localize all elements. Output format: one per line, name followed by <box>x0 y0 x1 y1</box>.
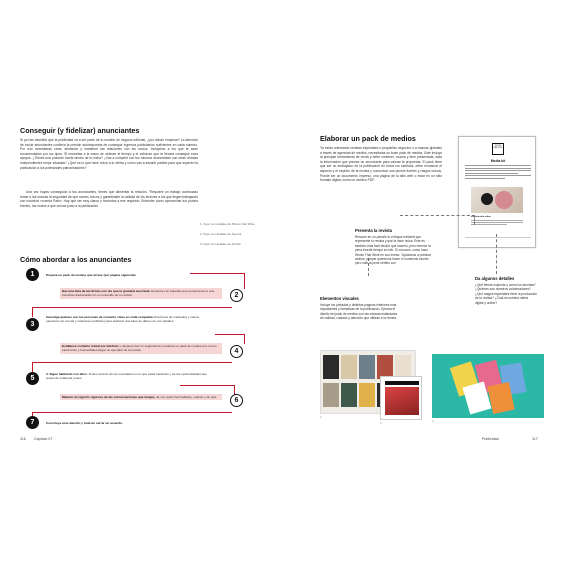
flyer-logo-text: WORKS THAT WORK <box>493 146 503 149</box>
right-footer-section: Publicidad <box>482 437 499 441</box>
step-5-text: Tenlos al tanto de las novedades en lo que estás haciendo y de las oportunidades que surjan de colaborar juntos. <box>46 372 207 381</box>
sidenote-2: 2. Flyer con detalles de Nyoma <box>200 232 242 236</box>
callout-elementos-title: Elementos visuales <box>320 296 359 301</box>
step-4-text: y después haz un seguimiento enviando un pack de medios por correo electrónico y huecerillales llegar un ejemplar de la revista. <box>62 344 217 353</box>
dash-revista <box>400 215 475 225</box>
left-footer-chapter: Capítulo 07 <box>34 437 53 441</box>
step-number-2: 2 <box>230 289 243 302</box>
magazine-cover-image <box>380 376 422 420</box>
step-1-bold: Prepara un pack de medios que arrase (ver página siguiente) <box>46 273 136 277</box>
step-number-1: 1 <box>26 268 39 281</box>
step-2-lead: Haz una lista de las firmas con las que te gustaría asociarte. <box>62 289 151 293</box>
step-4-lead: Establece contacto inicial por teléfono <box>62 344 119 348</box>
caption-4: 4 <box>432 420 434 423</box>
right-intro-paragraph: Ya estás orientando revistas especiales o pequeñas negocios o a marcas globales a través de agencias de medios, necesitarás un buen pack de medios. Este incluye la principal herramienta de venta y debe contener, mucha y bien presentada, toda la información que precisa un anunciante para valorar la propuesta. El pack tiene que ser un embajador de la publicación en todos los sentidos, debe enmarcar el aspecto y el espíritu de la revista y comunicar sus puntos fuertes y rasgos únicos. Puede ser un documento impreso, una página de la sitio web o estar en un sitio formato digital, como un archivo PDF. <box>320 146 442 183</box>
flyer-footer <box>465 237 531 241</box>
teal-spread-image <box>432 354 544 418</box>
left-second-paragraph: Una vez hayas conseguido a tus anunciantes, tienes que alimentar la relación. "Requiere un trabajo continuado tomar a las marcas la seguridad de que somos únicos y garantizarle la calidad de los lectores a los que llegan trabajando con nosotros «cuenta Park». Hay que ser muy claros y honestos a ese respecto. Entender cómo aprovechar tus puntos fuertes, tus socios a que crezca junto a la publicación <box>20 190 198 208</box>
dash-detalles <box>496 234 497 274</box>
step-3-text: (directores de marketing y marca, ejecutivos de cuenta y relaciones públicas) para elaborar una base de datos con sus detalles. <box>46 315 200 324</box>
step-5-box <box>44 371 212 382</box>
flyer-text-block <box>465 165 531 183</box>
flyer-photo <box>471 187 523 213</box>
caption-3: 3 <box>380 422 382 425</box>
step-number-3: 3 <box>26 318 39 331</box>
step-3-lead: Investiga quiénes son las personas de contacto clave en cada compañía <box>46 315 153 319</box>
step-2-box <box>60 288 222 299</box>
step-2-text: Empieza con aquellas que pertenezcan a una industria relacionada con el contenido de tu revista. <box>62 289 215 298</box>
step-7-box <box>44 420 214 426</box>
right-footer-page: 117 <box>532 437 538 441</box>
media-kit-flyer <box>458 136 536 248</box>
step-6-lead: Mantén un registro riguroso de las conversaciones que tengas, <box>62 395 156 399</box>
flyer-title: Media kit <box>490 159 506 163</box>
step-number-7: 7 <box>26 416 39 429</box>
flyer-text-block-2 <box>471 220 523 225</box>
flyer-logo <box>492 143 504 155</box>
step-1-text <box>44 272 214 278</box>
callout-elementos-text: Incluye los portadas y distintas páginas interiores más impactantes y llamativas de la publicación. Ejecuta el diseño del pack de medios con las mismas estándares de calidad, cuidado y atención que utilizas a la revista. <box>320 303 398 321</box>
step-6-text: de con quién has hablado, cuándo y de qué. <box>156 395 217 399</box>
caption-2: 2 <box>320 416 322 419</box>
callout-detalles-title: Da algunos detalles <box>475 276 515 281</box>
left-intro-paragraph: Si ya has decidido que la publicidad va a ser parte de tu modelo de negocio editorial, ¿por dónde empezar? La atención de incluir anunciantes conlleva la presión autoimpuesta de conseguir ingresos publicitarios suficientes en cada número. Por eso necesitarás crear, alimentar y mantener las relaciones con los socios. Inclúyelos a los que te sean recomendados por tus tipos. Si necesitas a la mano de obtener el tiempo y el esfuerzo que te llevará conseguir esos apoyos. ¿Tienes una posición fuerte dentro de tu nicho? ¿Vas a competir con tus mismos anunciantes con otras revistas independientes mejor situadas? ¿Qué es lo que hace única a tu oferta y cómo vas a sacarle partido para que superen la publicación a los potenciales patrocinadores? <box>20 138 198 170</box>
callout-revista <box>355 228 435 266</box>
sidenote-3: 3. Flyer con detalles de Florish <box>200 242 241 246</box>
step-3-box <box>44 314 216 325</box>
step-4-box <box>60 343 222 354</box>
step-5-lead: 3. Sigue hablando con ellos. <box>46 372 88 376</box>
callout-revista-title: Presenta la revista <box>355 228 393 233</box>
sidenotes <box>200 222 270 246</box>
sidenote-1: 1. Flyer con detalles de Minus Chef Wine <box>200 222 255 226</box>
callout-revista-text: Resume en un párrafo tu enfoque editorial que represente tu revista y qué la hace única. Este es también más fácil decirlo que hacerlo, pero merece la pena invertir tiempo en ello. Si conoces, como hace Works That Work en sus líneas: "Ayúdanos a publicar ambos, porque queremos hacer el contenido escrito pero vale la pena vértelo con <box>355 235 431 266</box>
callout-detalles <box>475 276 537 305</box>
left-heading: Conseguir (y fidelizar) anunciantes <box>20 126 140 135</box>
left-footer-page: 116 <box>20 437 26 441</box>
step-6-box <box>60 394 222 400</box>
callout-detalles-text: ¿Qué temas explorás y cómo los abordas? ¿Quiénes son nuestros colaboradores? ¿Qué rasgos especiales tiene la producción de la revista? ¿Cuál es nuestra oferta digital y online? <box>475 283 538 305</box>
callout-elementos <box>320 296 400 321</box>
right-heading: Elaborar un pack de medios <box>320 134 416 143</box>
steps-heading: Cómo abordar a los anunciantes <box>20 255 132 264</box>
step-number-5: 5 <box>26 372 39 385</box>
flyer-section: Introducción editor <box>471 216 491 218</box>
step-number-6: 6 <box>230 394 243 407</box>
step-7-lead: Construye una relación y trata de cerrar un acuerdo. <box>46 421 124 425</box>
step-number-4: 4 <box>230 345 243 358</box>
